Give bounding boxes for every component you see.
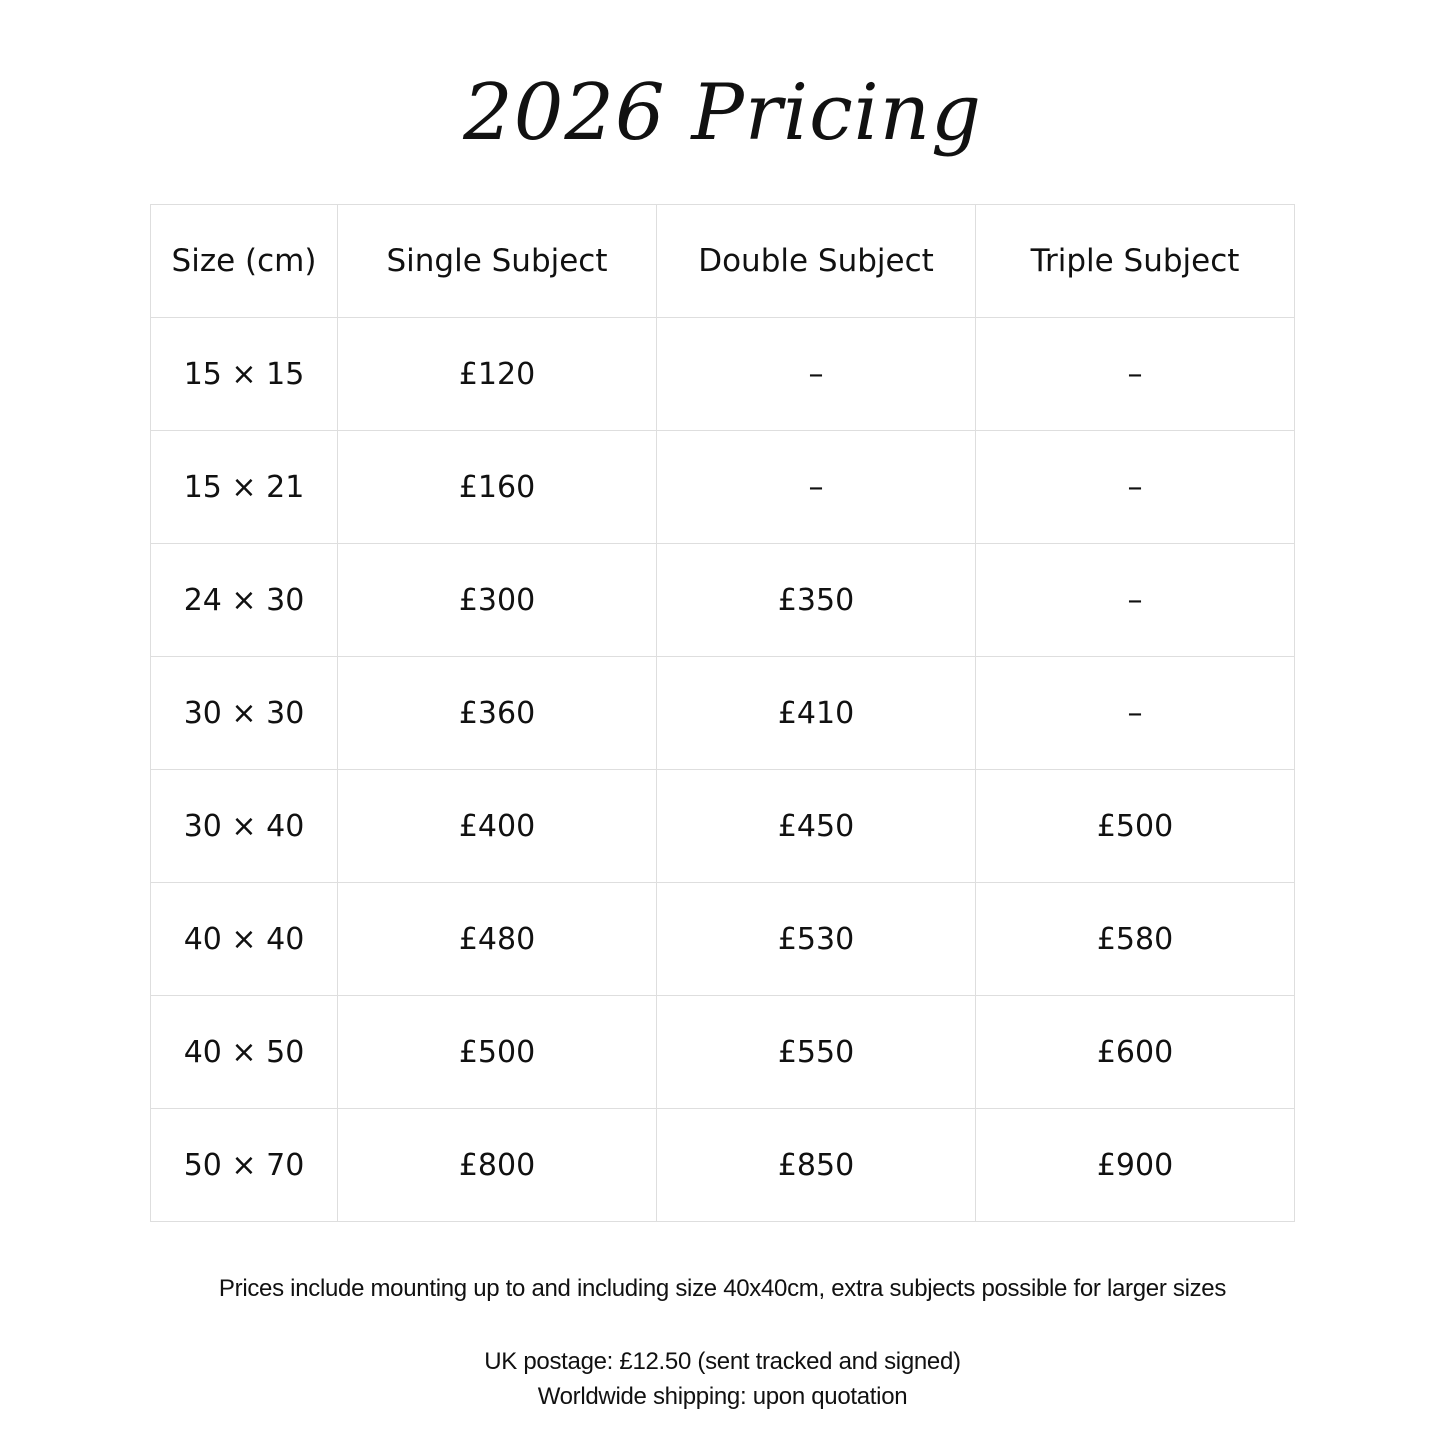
table-row [151,1109,1295,1222]
table-row [151,996,1295,1109]
table-row [151,883,1295,996]
column-header-triple-subject: Triple Subject [976,205,1295,318]
triple-subject-price-cell: £500 [976,770,1295,883]
table-row [151,657,1295,770]
worldwide-shipping-note: Worldwide shipping: upon quotation [537,1383,908,1410]
table-row [151,431,1295,544]
column-header-double-subject: Double Subject [657,205,976,318]
table-body [151,318,1295,1222]
single-subject-price-cell: £360 [338,657,657,770]
triple-subject-price-cell: £600 [976,996,1295,1109]
single-subject-price-cell: £400 [338,770,657,883]
size-cell: 50 × 70 [151,1109,338,1222]
size-cell: 30 × 30 [151,657,338,770]
single-subject-price-cell: £120 [338,318,657,431]
triple-subject-price-cell: – [976,318,1295,431]
double-subject-price-cell: £550 [657,996,976,1109]
size-cell: 30 × 40 [151,770,338,883]
mounting-note: Prices include mounting up to and including size 40x40cm, extra subjects possible for larger sizes [218,1275,1227,1302]
single-subject-price-cell: £300 [338,544,657,657]
single-subject-price-cell: £480 [338,883,657,996]
triple-subject-price-cell: – [976,431,1295,544]
double-subject-price-cell: – [657,431,976,544]
triple-subject-price-cell: – [976,657,1295,770]
table-row [151,770,1295,883]
table-row [151,318,1295,431]
triple-subject-price-cell: – [976,544,1295,657]
size-cell: 24 × 30 [151,544,338,657]
triple-subject-price-cell: £900 [976,1109,1295,1222]
pricing-table [150,204,1295,1222]
single-subject-price-cell: £160 [338,431,657,544]
double-subject-price-cell: £850 [657,1109,976,1222]
double-subject-price-cell: £530 [657,883,976,996]
column-header-size: Size (cm) [151,205,338,318]
size-cell: 40 × 50 [151,996,338,1109]
double-subject-price-cell: £410 [657,657,976,770]
double-subject-price-cell: – [657,318,976,431]
size-cell: 15 × 21 [151,431,338,544]
column-header-single-subject: Single Subject [338,205,657,318]
size-cell: 40 × 40 [151,883,338,996]
page-title: 2026 Pricing [463,68,982,158]
double-subject-price-cell: £350 [657,544,976,657]
triple-subject-price-cell: £580 [976,883,1295,996]
size-cell: 15 × 15 [151,318,338,431]
double-subject-price-cell: £450 [657,770,976,883]
single-subject-price-cell: £500 [338,996,657,1109]
uk-postage-note: UK postage: £12.50 (sent tracked and signed) [484,1348,961,1375]
single-subject-price-cell: £800 [338,1109,657,1222]
table-row [151,544,1295,657]
header-row [151,205,1295,318]
